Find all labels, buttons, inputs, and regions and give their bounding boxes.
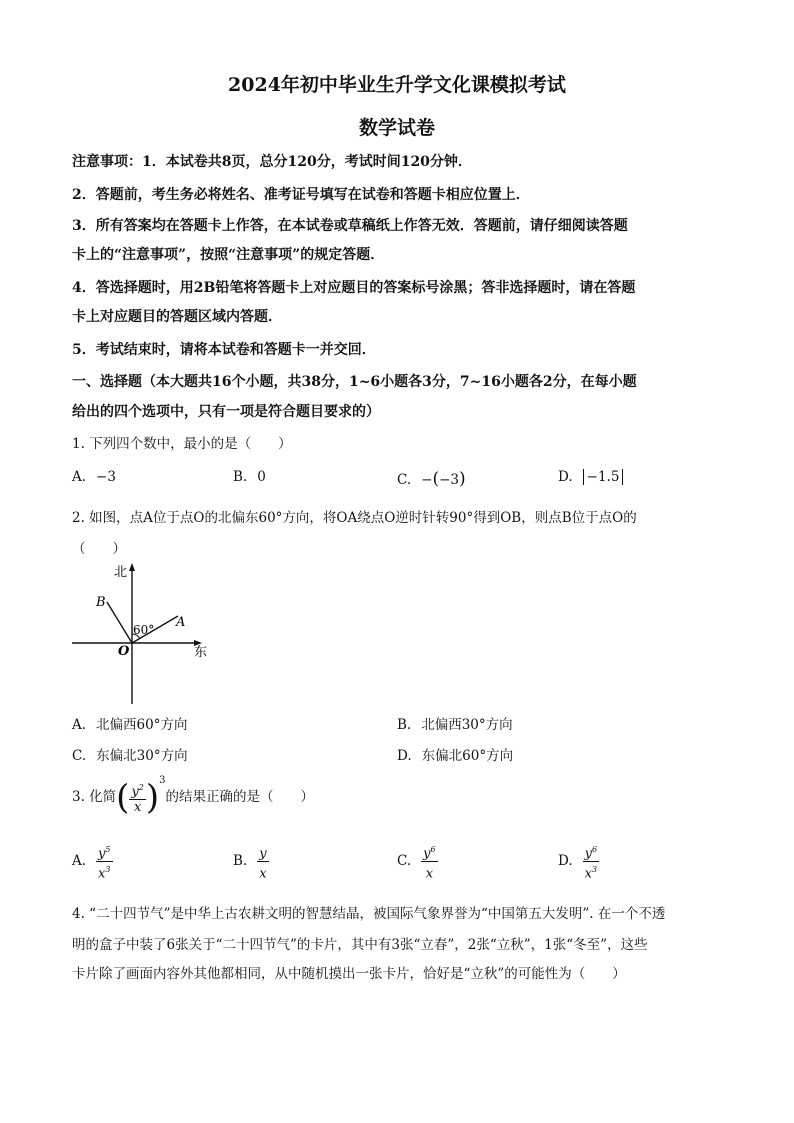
note-line-3: 3．所有答案均在答题卡上作答，在本试卷或草稿纸上作答无效．答题前，请仔细阅读答题 [72,218,628,234]
q3-option-c: C. $\frac{y^6}{x}$ [397,842,438,882]
q2-stem-paren: （ ） [72,541,126,557]
q2-option-b: B. 北偏西30°方向 [397,717,513,733]
note-line-5: 4．答选择题时，用2B铅笔将答题卡上对应题目的答案标号涂黑；答非选择题时，请在答题 [72,280,636,296]
q2-direction-figure [70,560,220,708]
north-arrowhead [129,563,135,571]
q4-stem-line-3: 卡片除了画面内容外其他都相同，从中随机摸出一张卡片，恰好是“立秋”的可能性为（ ） [72,966,626,982]
angle-label: 60° [133,623,155,637]
q1-option-d: D. −1.5 [558,469,623,485]
q1-stem: 1. 下列四个数中，最小的是（ ） [72,436,292,452]
q4-stem-line-1: 4. “二十四节气”是中华上古农耕文明的智慧结晶，被国际气象界誉为“中国第五大发明”. 在一个不透 [72,906,666,922]
q4-stem-line-2: 明的盒子中装了6张关于“二十四节气”的卡片，其中有3张“立春”，2张“立秋”，1张“冬至”，这些 [72,937,648,953]
east-label: 东 [194,645,208,660]
note-line-6: 卡上对应题目的答题区域内答题． [72,309,282,325]
note-line-7: 5．考试结束时，请将本试卷和答题卡一并交回． [72,342,376,358]
q3-option-a: A. $\frac{y^5}{x^3}$ [72,842,113,882]
q2-option-a: A. 北偏西60°方向 [72,717,188,733]
q2-option-d: D. 东偏北60°方向 [397,748,514,764]
exam-subtitle: 数学试卷 [358,117,435,139]
origin-label: O [118,644,130,659]
q1-option-b: B. 0 [233,469,266,485]
q2-stem: 2. 如图，点A位于点O的北偏东60°方向，将OA绕点O逆时针转90°得到OB，则点B位于点O的 [72,510,637,526]
note-line-4: 卡上的“注意事项”，按照“注意事项”的规定答题． [72,247,385,263]
point-a-label: A [176,615,186,630]
section-heading-line-1: 一、选择题（本大题共16个小题，共38分，1~6小题各3分，7~16小题各2分，在每小题 [72,374,637,390]
q3-option-b: B. $\frac{y}{x}$ [233,842,269,882]
note-line-2: 2．答题前，考生务必将姓名、准考证号填写在试卷和答题卡相应位置上． [72,187,530,203]
absolute-value: −1.5 [583,469,624,485]
section-heading-line-2: 给出的四个选项中，只有一项是符合题目要求的） [72,404,380,420]
north-label: 北 [114,565,128,580]
q3-option-d: D. $\frac{y^6}{x^3}$ [558,842,599,882]
point-b-label: B [96,595,106,610]
ray-ob [107,602,132,643]
q1-option-c: C. −(−3) [397,469,466,489]
q1-option-a: A. −3 [72,469,116,485]
q3-stem: 3. 化简( $\frac{y^2}{x}$ )$^3$的结果正确的是（ ） [72,775,315,818]
q2-option-c: C. 东偏北30°方向 [72,748,188,764]
exam-title: 2024年初中毕业生升学文化课模拟考试 [228,74,566,96]
note-line-1: 注意事项：1．本试卷共8页，总分120分，考试时间120分钟． [72,154,472,170]
q3-expression-fraction: $\frac{y^2}{x}$ [129,780,145,815]
